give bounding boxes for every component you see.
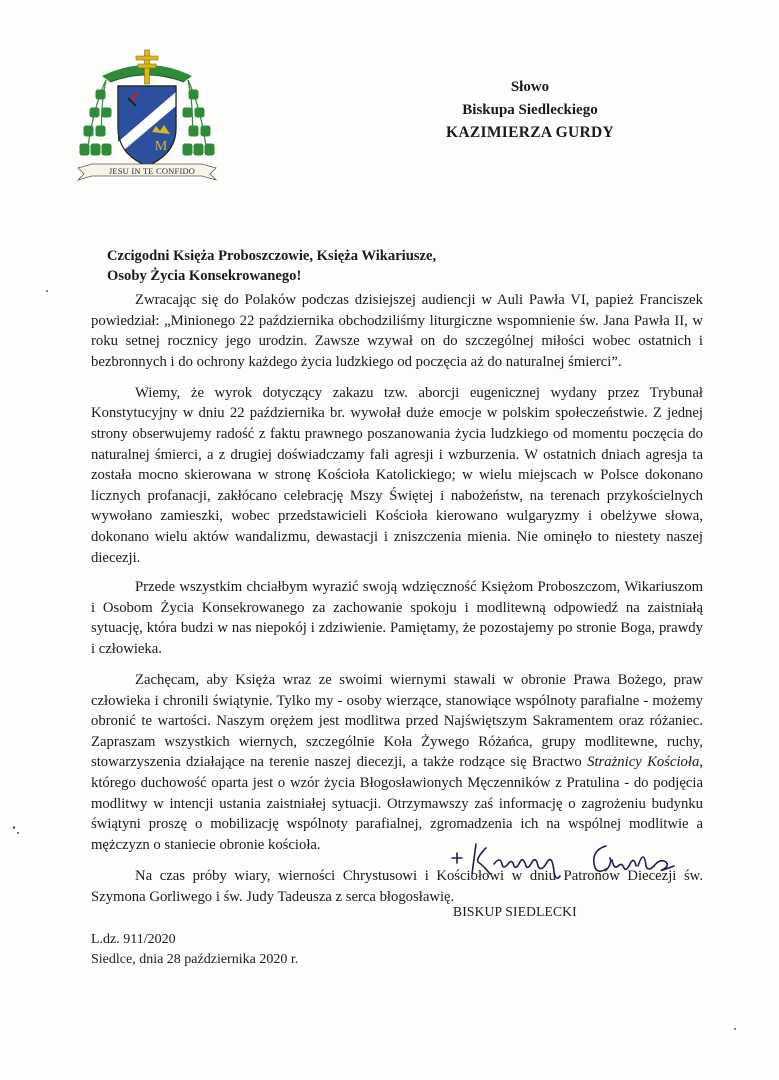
greeting-line-1: Czcigodni Księża Proboszczowie, Księża Wikariusze, xyxy=(107,248,437,264)
cross-icon xyxy=(136,50,158,84)
scan-speck xyxy=(17,832,19,834)
paragraph-5: Na czas próby wiary, wierności Chrystusowi i Kościołowi w dniu Patronów Diecezji św. Szymona Gorliwego i św. Judy Tadeusza z serca błogosławię. xyxy=(91,867,703,905)
letter-body xyxy=(91,290,703,918)
scan-speck xyxy=(46,290,48,292)
shield-icon xyxy=(118,86,176,166)
paragraph-4-italic: Strażnicy Kościoła xyxy=(587,754,700,771)
reference-block xyxy=(91,930,298,969)
paragraph-4-part-1: Zachęcam, aby Księża wraz ze swoimi wiernymi stawali w obronie Prawa Bożego, praw człowieka i chronili świątynie. Tylko my - osoby wierzące, stanowiące wspólnoty parafialne - możemy obronić te wartości. Naszym orężem jest modlitwa przed Najświętszym Sakramentem oraz różaniec. Zapraszam wszystkich wiernych, szczególnie Koła Żywego Różańca, grupy modlitewne, ruchy, stowarzyszenia działające na terenie naszej diecezji, a także rodzące się Bractwo xyxy=(91,672,703,771)
paragraph-2: Wiemy, że wyrok dotyczący zakazu tzw. aborcji eugenicznej wydany przez Trybunał Konstytucyjny w dniu 22 października br. wywołał duże emocje w polskim społeczeństwie. Z jednej strony obserwujemy radość z faktu prawnego poszanowania życia ludzkiego od momentu poczęcia do naturalnej śmierci, a z drugiej doświadczamy fali agresji i wzburzenia. W ostatnich dniach agresja ta została mocno skierowana w stronę Kościoła Katolickiego; w wielu miejscach w Polsce dokonano licznych profanacji, zakłócano celebrację Mszy Świętej i nabożeństw, na terenach przykościelnych wywołano zamieszki, wobec przedstawicieli Kościoła kierowano wulgaryzmy i obelżywe słowa, dokonano wielu aktów wandalizmu, dewastacji i zniszczenia mienia. Nie ominęło to niestety naszej diecezji. xyxy=(91,384,703,566)
signature-title: BISKUP SIEDLECKI xyxy=(453,904,577,919)
handwritten-signature xyxy=(448,836,678,884)
tassels-left-icon xyxy=(80,80,111,155)
svg-text:M: M xyxy=(154,139,168,154)
header-line-1: Słowo xyxy=(510,79,550,95)
paragraph-3: Przede wszystkim chciałbym wyrazić swoją wdzięczność Księżom Proboszczom, Wikariuszom i Osobom Życia Konsekrowanego za zachowanie spokoju i modlitewną odpowiedź na zaistniałą sytuację, która budzi w nas niepokój i zdziwienie. Pamiętamy, że pozostajemy po stronie Boga, prawdy i człowieka. xyxy=(91,579,703,657)
paragraph-4-part-2: , którego duchowość oparta jest o wzór życia Błogosławionych Męczenników z Pratulina - do podjęcia modlitwy w intencji ustania zaistniałej sytuacji. Otrzymawszy zaś informację o zagrożeniu budynku świątyni proszę o mobilizację wspólnoty parafialnej, zgromadzenia ich na wspólnej modlitwie a mężczyzn o staniecie obronie kościoła. xyxy=(91,754,703,853)
reference-number: L.dz. 911/2020 xyxy=(91,932,176,947)
paragraph-4 xyxy=(91,670,703,855)
reference-place-date: Siedlce, dnia 28 października 2020 r. xyxy=(91,951,299,967)
coat-motto: JESU IN TE CONFIDO xyxy=(108,166,196,176)
header-line-2: Biskupa Siedleckiego xyxy=(462,102,598,118)
header-line-3: KAZIMIERZA GURDY xyxy=(446,124,614,141)
scan-speck xyxy=(13,826,15,829)
paragraph-1: Zwracając się do Polaków podczas dzisiejszej audiencji w Auli Pawła VI, papież Franciszek powiedział: „Minionego 22 października obchodziliśmy liturgiczne wspomnienie św. Jana Pawła II, w roku setnej rocznicy jego urodzin. Zawsze wzywał on do szczególnej miłości wobec ostatnich i bezbronnych i do ochrony każdego życia ludzkiego od poczęcia aż do naturalnej śmierci”. xyxy=(91,292,703,370)
tassels-right-icon xyxy=(183,80,214,155)
scan-speck xyxy=(734,1028,736,1030)
greeting-line-2: Osoby Życia Konsekrowanego! xyxy=(107,268,302,284)
greeting xyxy=(107,246,687,286)
letter-header xyxy=(400,76,660,144)
